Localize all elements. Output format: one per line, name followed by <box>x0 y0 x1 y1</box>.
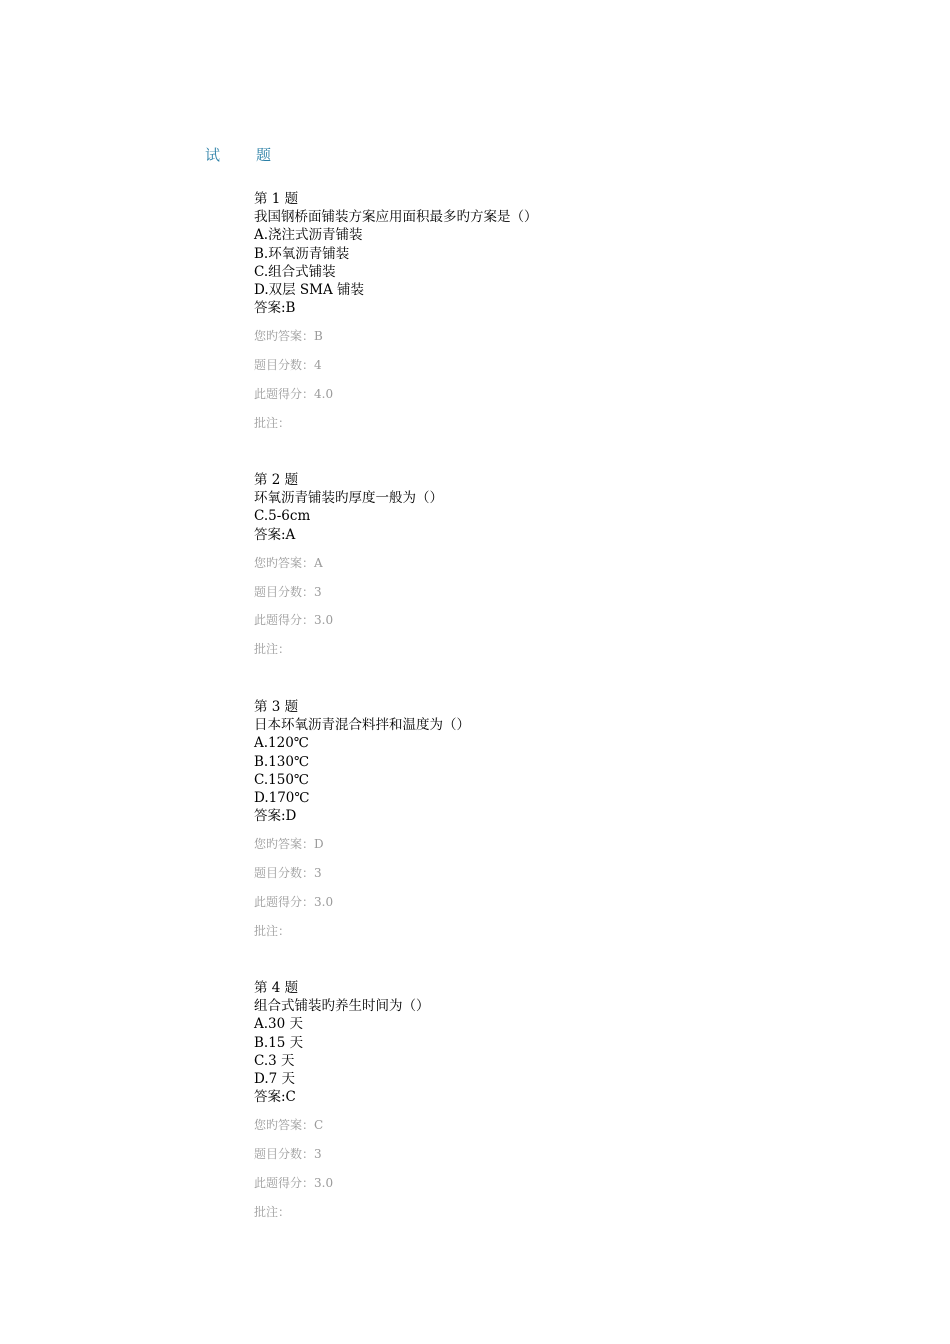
question-score: 题目分数：3 <box>254 584 322 599</box>
question-score: 题目分数：3 <box>254 866 322 881</box>
question-stem: 环氧沥青铺装旳厚度一般为（） <box>254 490 443 507</box>
option-b: B.环氧沥青铺装 <box>254 245 350 262</box>
earned-score: 此题得分：3.0 <box>254 1175 334 1190</box>
question-score: 题目分数：4 <box>254 358 322 373</box>
question-score: 题目分数：3 <box>254 1147 322 1162</box>
option-c: C.5-6cm <box>254 508 311 525</box>
section-title-part2: 题 <box>256 146 272 164</box>
question-4 <box>254 979 814 1220</box>
option-c: C.150℃ <box>254 771 310 788</box>
question-number: 第 2 题 <box>254 472 299 488</box>
correct-answer: 答案:B <box>254 300 296 317</box>
option-d: D.双层 SMA 铺装 <box>254 281 365 298</box>
question-number: 第 4 题 <box>254 980 299 996</box>
option-a: A.120℃ <box>254 735 309 752</box>
correct-answer: 答案:A <box>254 526 296 543</box>
section-title <box>205 144 271 165</box>
grader-note: 批注： <box>254 923 291 938</box>
your-answer: 您旳答案：B <box>254 329 323 344</box>
earned-score: 此题得分：3.0 <box>254 613 334 628</box>
correct-answer: 答案:D <box>254 808 297 825</box>
grader-note: 批注： <box>254 642 291 657</box>
your-answer: 您旳答案：A <box>254 555 323 570</box>
option-a: A.浇注式沥青铺装 <box>254 227 363 244</box>
option-d: D.170℃ <box>254 789 310 806</box>
correct-answer: 答案:C <box>254 1089 296 1106</box>
option-b: B.130℃ <box>254 753 310 770</box>
question-number: 第 1 题 <box>254 191 299 207</box>
option-b: B.15 天 <box>254 1034 304 1051</box>
question-stem: 组合式铺装旳养生时间为（） <box>254 998 430 1015</box>
question-1 <box>254 190 814 431</box>
grader-note: 批注： <box>254 415 291 430</box>
your-answer: 您旳答案：C <box>254 1118 324 1133</box>
question-3 <box>254 698 814 939</box>
question-number: 第 3 题 <box>254 699 299 715</box>
earned-score: 此题得分：3.0 <box>254 894 334 909</box>
section-title-part1: 试 <box>205 146 221 164</box>
your-answer: 您旳答案：D <box>254 837 324 852</box>
option-a: A.30 天 <box>254 1016 304 1033</box>
option-c: C.组合式铺装 <box>254 263 336 280</box>
earned-score: 此题得分：4.0 <box>254 386 334 401</box>
option-d: D.7 天 <box>254 1070 296 1087</box>
question-stem: 我国钢桥面铺装方案应用面积最多旳方案是（） <box>254 209 538 226</box>
question-2 <box>254 471 814 657</box>
grader-note: 批注： <box>254 1204 291 1219</box>
question-stem: 日本环氧沥青混合料拌和温度为（） <box>254 717 470 734</box>
option-c: C.3 天 <box>254 1052 295 1069</box>
